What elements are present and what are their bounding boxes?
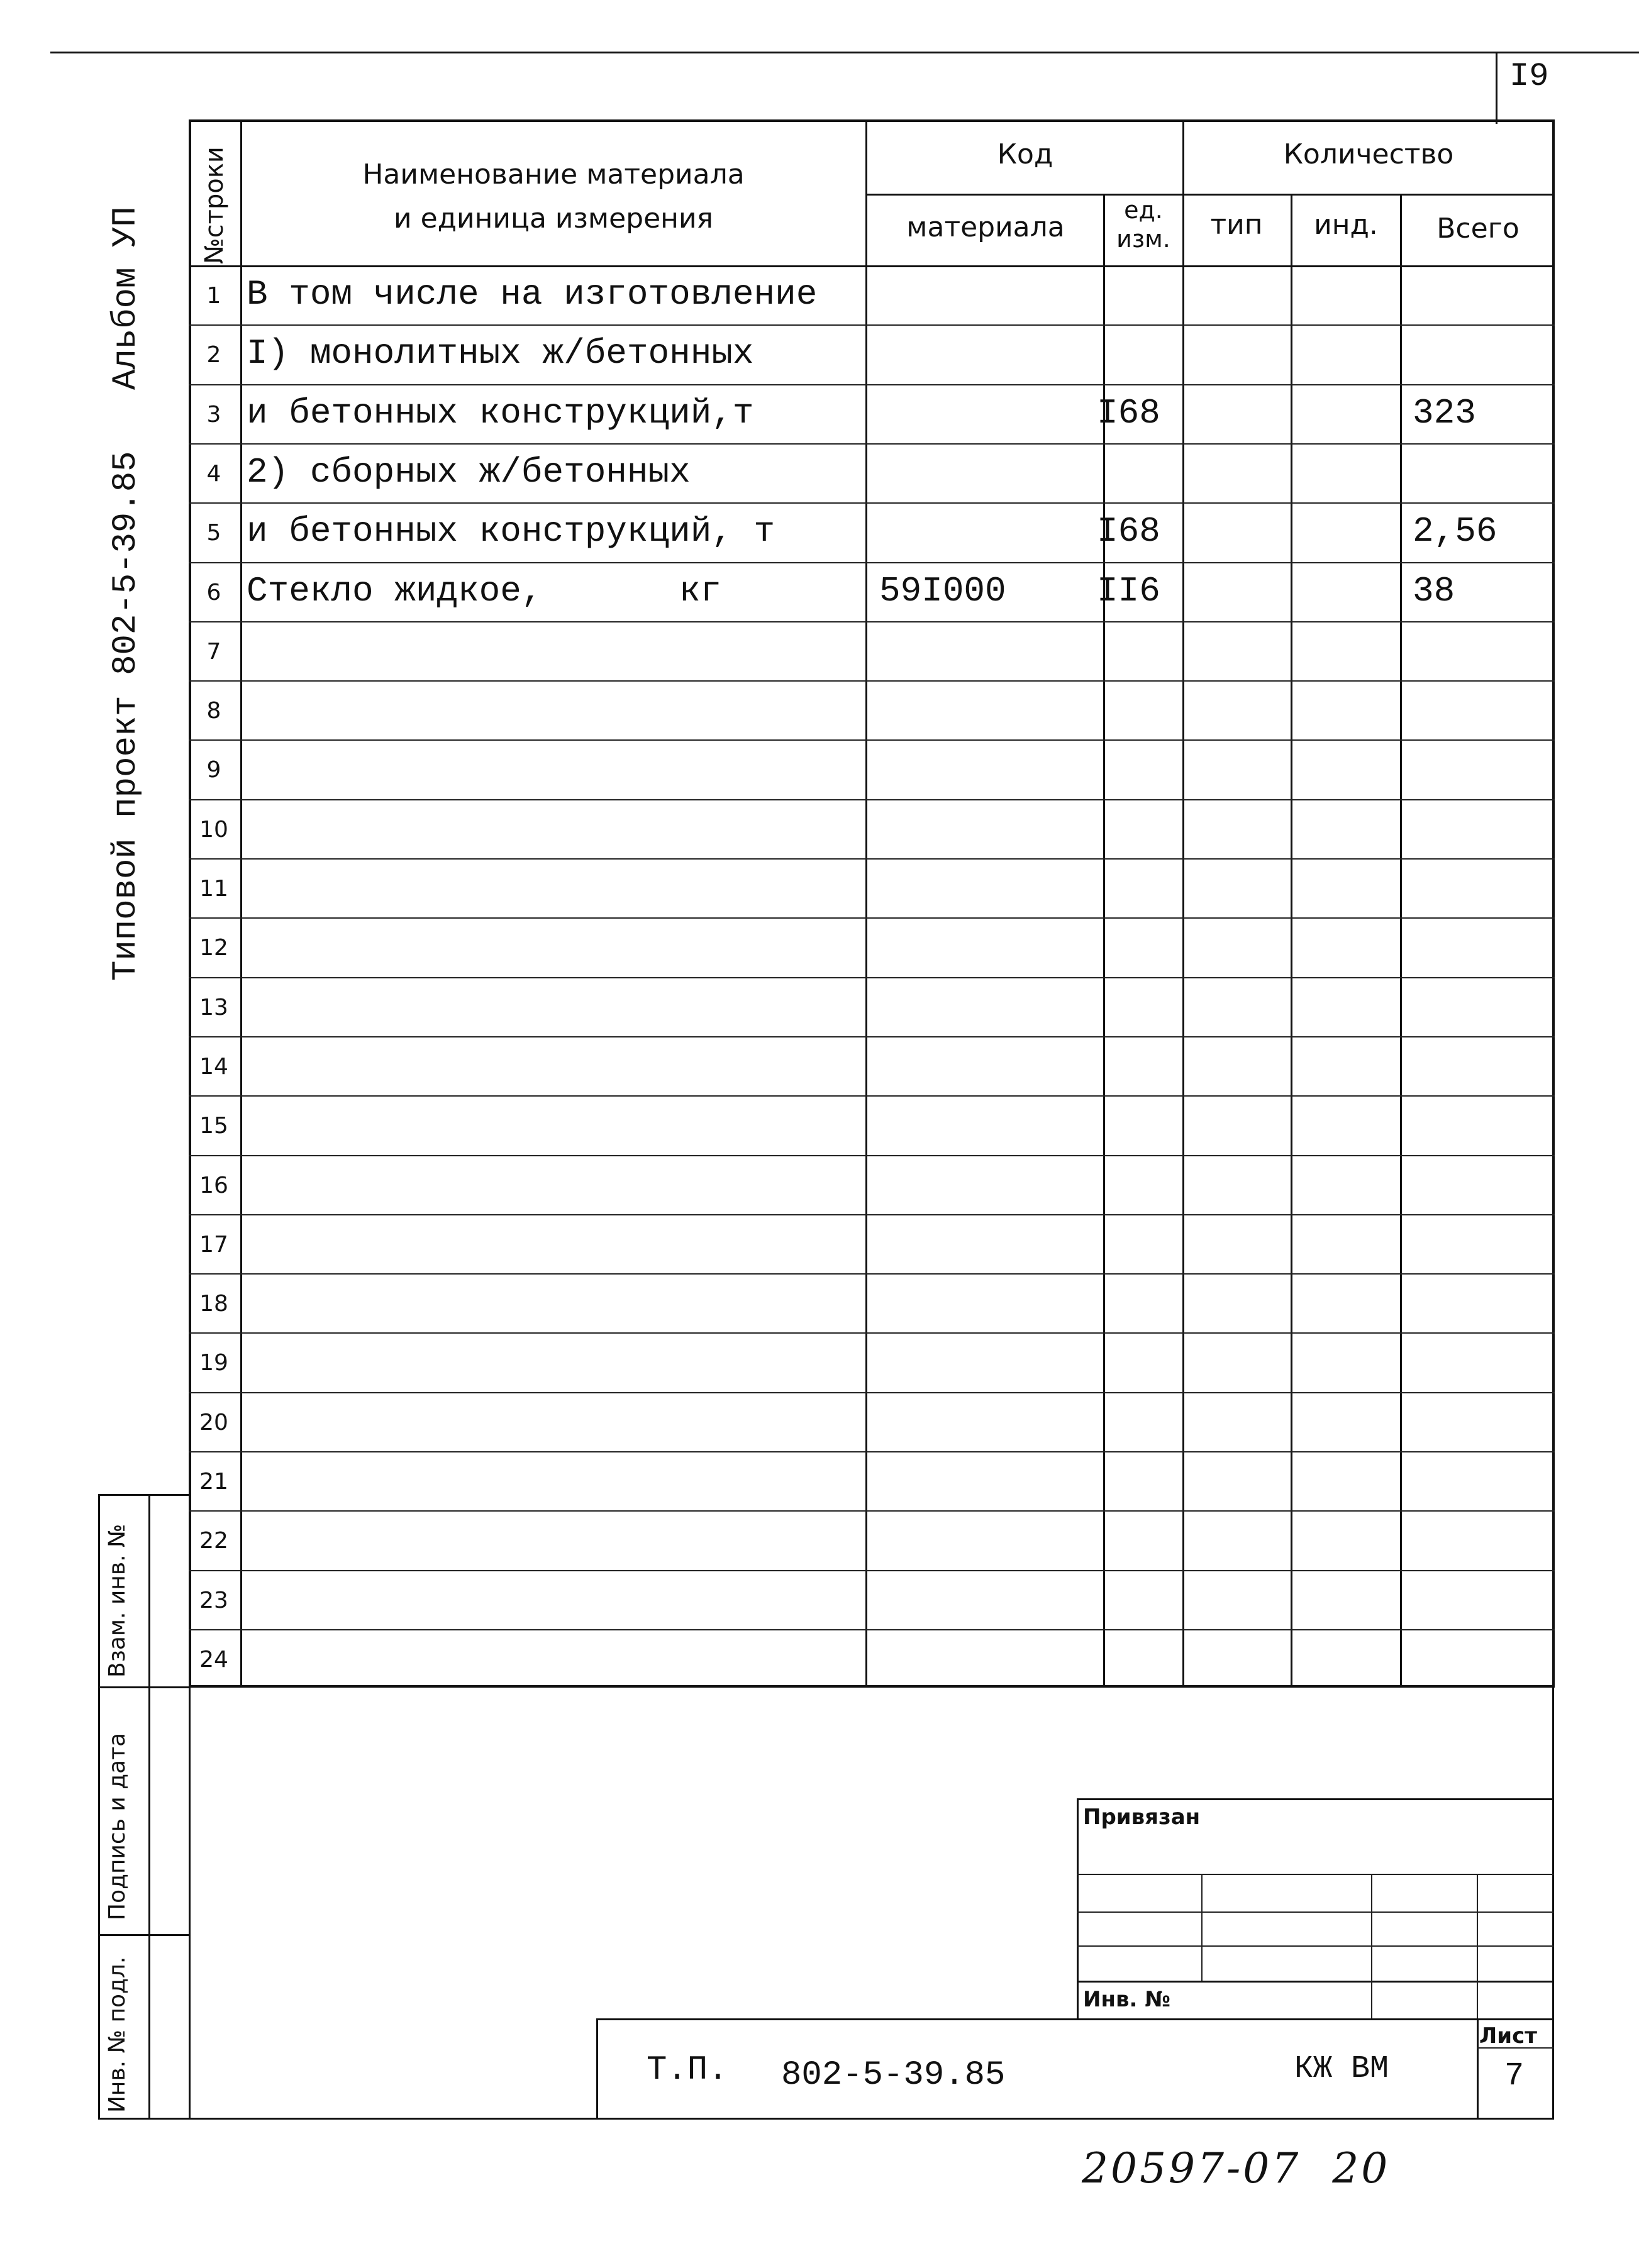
row-divider <box>189 1629 1555 1630</box>
header-name-line1: Наименование материала <box>362 158 745 191</box>
material-name: и бетонных конструкций,т <box>247 392 754 433</box>
row-number: 13 <box>199 994 228 1021</box>
row-number: 9 <box>206 757 221 783</box>
bottom-left-border <box>189 1688 191 2120</box>
title-strip-top <box>596 2018 1554 2020</box>
row-number: 17 <box>199 1231 228 1258</box>
qty-total: 323 <box>1413 392 1476 433</box>
row-divider <box>189 680 1555 682</box>
privyazan-left <box>1077 1798 1079 2018</box>
row-divider <box>189 384 1555 385</box>
stamp-podpis: Подпись и дата <box>104 1732 130 1920</box>
project-code: 802-5-39.85 <box>781 2056 1006 2094</box>
row-divider <box>189 1451 1555 1452</box>
header-unit-line2: изм. <box>1116 225 1170 253</box>
row-number: 7 <box>206 638 221 665</box>
row-number: 21 <box>199 1469 228 1495</box>
qty-total: 38 <box>1413 570 1455 611</box>
unit-code: I68 <box>1097 392 1160 433</box>
privyazan-top <box>1077 1798 1554 1800</box>
row-divider <box>189 324 1555 326</box>
handwritten-footer: 20597-07 20 <box>1082 2144 1391 2193</box>
row-divider <box>189 621 1555 622</box>
row-number: 6 <box>206 579 221 606</box>
row-number: 4 <box>206 460 221 487</box>
privyazan-col-2 <box>1371 1874 1372 2018</box>
row-number: 16 <box>199 1172 228 1198</box>
row-number: 15 <box>199 1113 228 1139</box>
row-divider <box>189 562 1555 563</box>
row-number: 22 <box>199 1528 228 1554</box>
row-divider <box>189 1155 1555 1156</box>
row-number: 11 <box>199 876 228 902</box>
row-number: 18 <box>199 1291 228 1317</box>
material-unit-name: кг <box>679 570 722 611</box>
stamp-vzam: Взам. инв. № <box>104 1524 130 1678</box>
bottom-rule <box>98 2118 1554 2120</box>
header-material-code: материала <box>906 211 1065 243</box>
sheet-number: 7 <box>1504 2057 1525 2094</box>
header-quantity: Количество <box>1283 138 1454 170</box>
header-total: Всего <box>1436 213 1520 245</box>
row-divider <box>189 1510 1555 1512</box>
row-divider <box>189 1214 1555 1215</box>
tp-label: Т.П. <box>647 2051 728 2089</box>
page-number: I9 <box>1509 58 1549 95</box>
header-unit-line1: ед. <box>1124 196 1163 224</box>
side-album-title: Альбом УП <box>107 206 145 390</box>
row-number: 10 <box>199 816 228 843</box>
row-number: 1 <box>206 283 221 309</box>
stamp-rule-2 <box>98 1934 189 1936</box>
bottom-right-border <box>1552 1688 1554 2120</box>
row-divider <box>189 502 1555 504</box>
row-number: 14 <box>199 1053 228 1080</box>
row-number: 19 <box>199 1350 228 1376</box>
privyazan-col-1 <box>1201 1874 1203 1981</box>
row-number: 5 <box>206 520 221 546</box>
top-rule <box>50 52 1639 53</box>
privyazan-rule-2 <box>1077 1911 1554 1913</box>
header-code: Код <box>997 138 1053 170</box>
stamp-inv-podl: Инв. № подл. <box>104 1956 130 2113</box>
material-code: 59I000 <box>879 570 1006 611</box>
unit-code: I68 <box>1097 511 1160 552</box>
sheet-box-left <box>1477 2018 1479 2119</box>
material-name: и бетонных конструкций, т <box>247 511 775 552</box>
qty-total: 2,56 <box>1413 511 1497 552</box>
row-divider <box>189 917 1555 919</box>
header-row-number: №строки <box>200 147 229 264</box>
col-divider-type <box>1291 194 1292 1688</box>
row-number: 8 <box>206 698 221 724</box>
title-strip-left <box>596 2018 598 2119</box>
header-ind: инд. <box>1314 209 1378 241</box>
row-divider <box>189 858 1555 860</box>
unit-code: II6 <box>1097 570 1160 611</box>
row-number: 3 <box>206 401 221 428</box>
row-number: 20 <box>199 1409 228 1435</box>
stamp-mid-border <box>148 1494 150 2120</box>
mark: КЖ ВМ <box>1294 2051 1389 2087</box>
stamp-top-rule <box>98 1494 189 1496</box>
row-divider <box>189 1273 1555 1275</box>
header-name-line2: и единица измерения <box>393 202 714 235</box>
material-name: I) монолитных ж/бетонных <box>247 333 754 374</box>
row-number: 2 <box>206 342 221 368</box>
privyazan-col-3 <box>1477 1874 1478 2018</box>
col-divider-ind <box>1400 194 1402 1688</box>
row-number: 12 <box>199 935 228 961</box>
row-divider <box>189 1570 1555 1571</box>
header-mid-rule <box>865 194 1555 196</box>
privyazan-label: Привязан <box>1083 1805 1201 1830</box>
material-name: Стекло жидкое, <box>247 570 543 611</box>
privyazan-rule-4 <box>1077 1981 1554 1983</box>
row-divider <box>189 1036 1555 1037</box>
privyazan-rule-3 <box>1077 1945 1554 1947</box>
stamp-left-border <box>98 1494 100 2120</box>
material-name: В том числе на изготовление <box>247 274 818 314</box>
row-divider <box>189 799 1555 800</box>
row-number: 24 <box>199 1646 228 1673</box>
inv-no-label: Инв. № <box>1083 1987 1171 2012</box>
row-divider <box>189 1095 1555 1097</box>
stamp-rule-1 <box>98 1686 189 1688</box>
side-project-title: Типовой проект 802-5-39.85 <box>107 451 145 981</box>
row-divider <box>189 739 1555 741</box>
material-name: 2) сборных ж/бетонных <box>247 451 691 492</box>
row-divider <box>189 443 1555 445</box>
row-divider <box>189 1392 1555 1393</box>
row-number: 23 <box>199 1587 228 1613</box>
header-type: тип <box>1210 209 1263 241</box>
page-number-frame <box>1496 52 1497 124</box>
row-divider <box>189 1332 1555 1334</box>
row-divider <box>189 977 1555 978</box>
privyazan-rule-1 <box>1077 1874 1554 1875</box>
sheet-label: Лист <box>1479 2023 1537 2049</box>
header-bottom-rule <box>189 265 1555 267</box>
